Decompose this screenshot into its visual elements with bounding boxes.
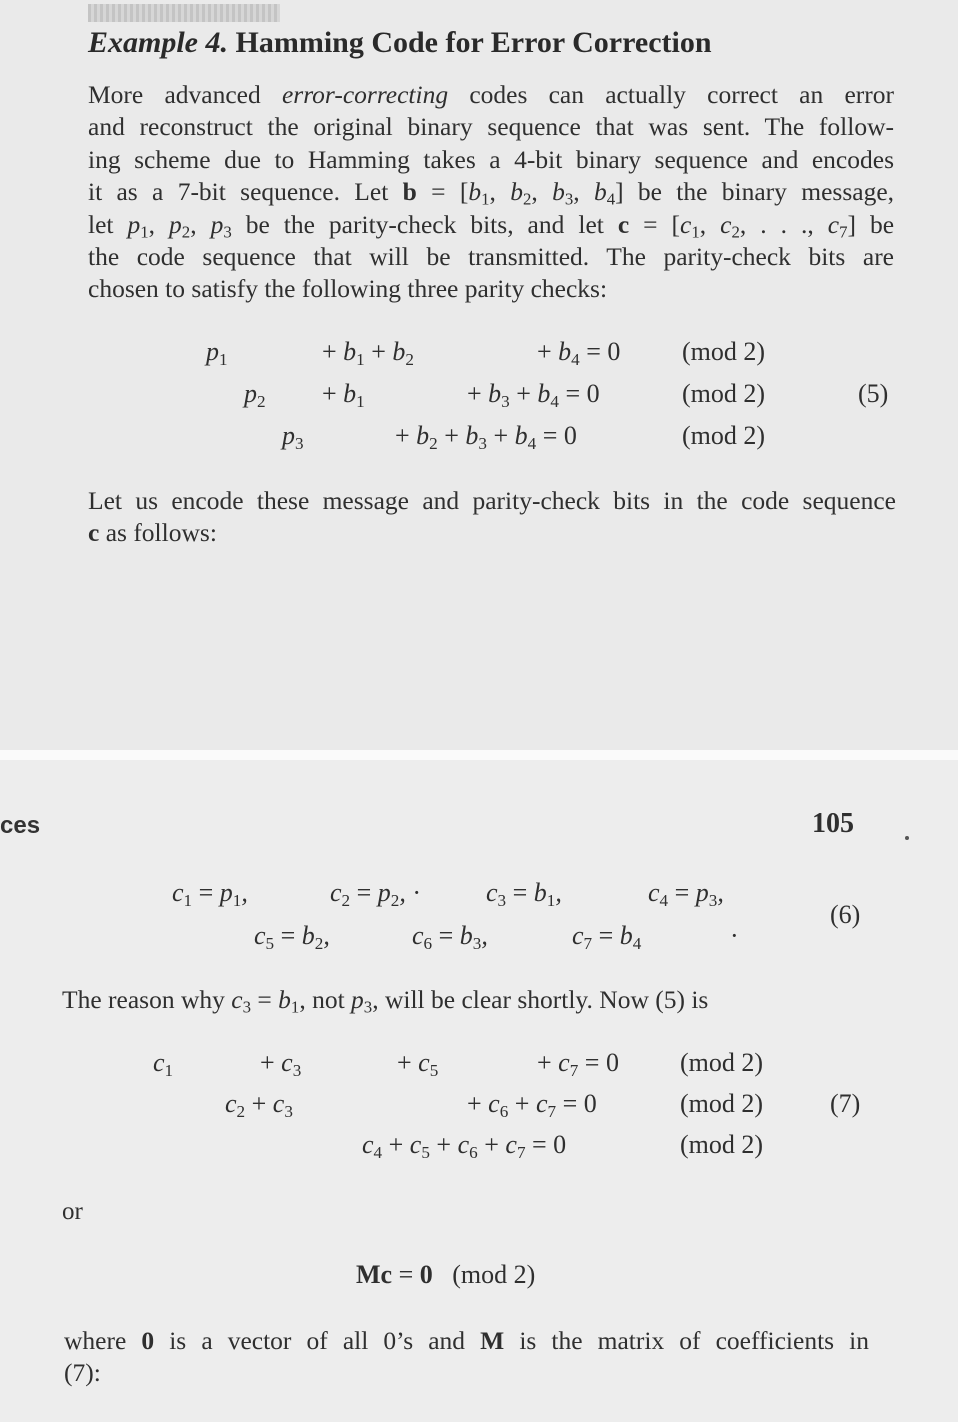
eq6-c7: $c_7 = b_4$ (572, 921, 642, 953)
where-line: (7): (64, 1358, 101, 1388)
eq5-row1-mod: (mod 2) (682, 337, 766, 366)
reason-paragraph (62, 984, 862, 1016)
eq5-label: (5) (858, 379, 889, 408)
eq7-row2-c2c3: $c_2 + c_3$ (225, 1089, 293, 1121)
eq6-c1: $c_1 = p_1$, (172, 878, 248, 910)
eq5-row2-b1: + $b_1$ (322, 379, 365, 411)
encode-paragraph (88, 485, 896, 550)
eq5-p3: $p_3$ (282, 421, 304, 453)
eq6-label: (6) (830, 900, 861, 929)
eq7-row1-c5: + $c_5$ (397, 1048, 439, 1080)
eq7-c1: $c_1$ (153, 1048, 174, 1080)
eq5-p1: $p_1$ (206, 337, 228, 369)
encode-line: Let us encode these message and parity-check bits in the code sequence (88, 486, 896, 515)
example-title (88, 26, 712, 60)
reason-line: The reason why $c_3 = b_1$, not $p_3$, will be clear shortly. Now (5) is (62, 985, 709, 1017)
eq5-row2-b3b4: + $b_3 + b_4 = 0$ (467, 379, 600, 411)
intro-line: More advanced error-correcting codes can actually correct an error (88, 80, 894, 109)
or-text: or (62, 1198, 83, 1225)
example-heading: Hamming Code for Error Correction (235, 26, 712, 59)
eq6-c3: $c_3 = b_1$, (486, 878, 562, 910)
mc-equation: Mc = 0 (mod 2) (356, 1260, 536, 1289)
eq5-row3-b2b3b4: + $b_2 + b_3 + b_4 = 0$ (395, 421, 577, 453)
eq6-c5: $c_5 = b_2$, (254, 921, 330, 953)
speck-dot (905, 836, 909, 840)
intro-paragraph (88, 79, 894, 306)
eq5-row3-mod: (mod 2) (682, 421, 766, 450)
where-paragraph (64, 1325, 869, 1390)
encode-line: c as follows: (88, 518, 217, 548)
eq7-row2-c6c7: + $c_6 + c_7 = 0$ (467, 1089, 597, 1121)
intro-line: and reconstruct the original binary sequence that was sent. The follow- (88, 112, 894, 142)
eq7-row1-c7: + $c_7 = 0$ (537, 1048, 619, 1080)
eq6-speck: · (730, 921, 739, 950)
margin-text: ces (0, 812, 41, 839)
eq5-row2-mod: (mod 2) (682, 379, 766, 408)
running-header-bar (88, 4, 280, 22)
intro-line: chosen to satisfy the following three parity checks: (88, 274, 608, 304)
eq6-c6: $c_6 = b_3$, (412, 921, 488, 953)
where-line: where 0 is a vector of all 0’s and M is the matrix of coefficients in (64, 1326, 870, 1355)
eq5-row1-b1b2: + $b_1 + b_2$ (322, 337, 414, 369)
intro-line: it as a 7-bit sequence. Let $b = [b_1$, $b_2$, $b_3$, $b_4$] be the binary message, (88, 177, 895, 209)
eq7-row3-mod: (mod 2) (680, 1130, 764, 1159)
eq7-row3: $c_4 + c_5 + c_6 + c_7 = 0$ (362, 1130, 567, 1162)
eq6-c2: $c_2 = p_2$, · (330, 878, 422, 910)
eq7-row1-c3: + $c_3$ (260, 1048, 302, 1080)
eq7-row2-mod: (mod 2) (680, 1089, 764, 1118)
intro-line: the code sequence that will be transmitted. The parity-check bits are (88, 242, 894, 272)
intro-line: let $p_1$, $p_2$, $p_3$ be the parity-check bits, and let $c = [c_1$, $c_2$, . . ., $c_7$] be (88, 209, 895, 242)
eq7-row1-mod: (mod 2) (680, 1048, 764, 1077)
eq7-label: (7) (830, 1089, 861, 1118)
eq5-row1-b4: + $b_4 = 0$ (537, 337, 621, 369)
eq5-p2: $p_2$ (244, 379, 266, 411)
example-number: Example 4. (88, 26, 228, 59)
intro-line: ing scheme due to Hamming takes a 4-bit binary sequence and encodes (88, 144, 894, 174)
page-divider (0, 750, 958, 760)
page-number: 105 (812, 808, 854, 839)
eq6-c4: $c_4 = p_3$, (648, 878, 724, 910)
